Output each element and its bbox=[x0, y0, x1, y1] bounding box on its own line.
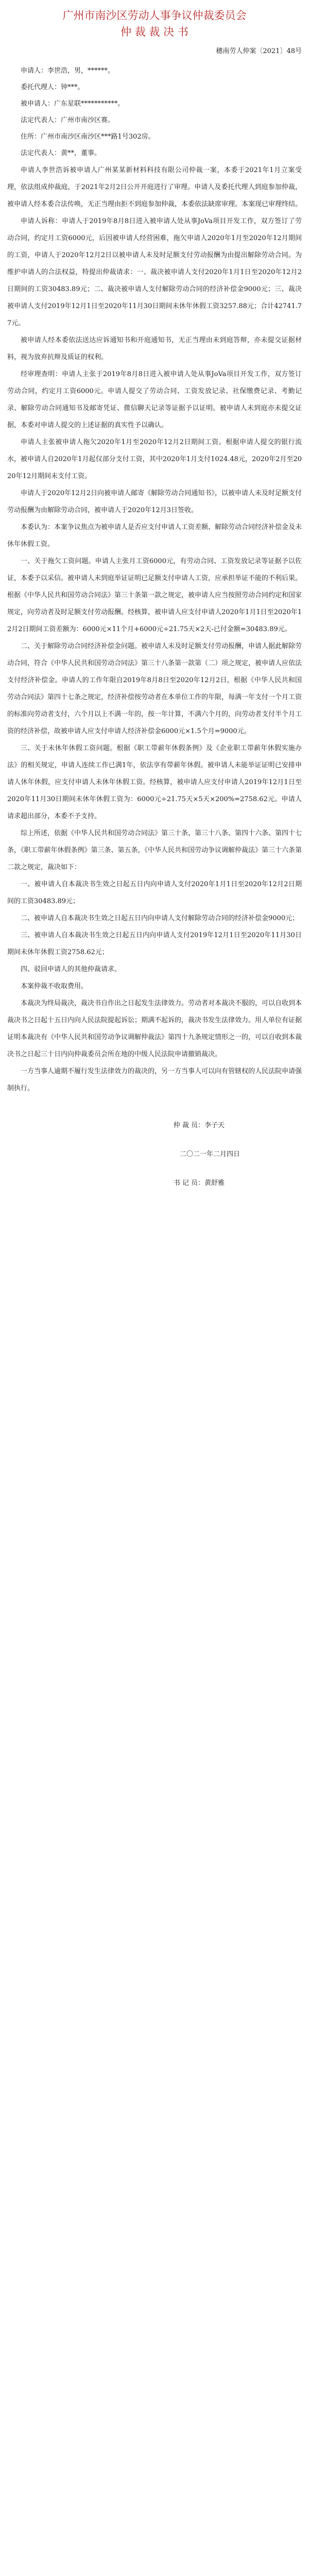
party-line: 住所：广州市南沙区南沙区***路1号302房。 bbox=[21, 133, 155, 141]
body-paragraph: 三、关于未休年休假工资问题。根据《职工带薪年休假条例》及《企业职工带薪年休假实施办法》的相关规定，申请人连续工作已满1年，依法享有带薪年休假。被申请人未能举证证明已安排申请人休年休假，应支付申请人未休年休假工资。经核算，被申请人应支付申请人2019年12月1日至2020年11月30日期间未休年休假工资为：6000元÷21.75天×5天×200%=2758.62元。申请人请求超出部分，本委不予支持。 bbox=[7, 744, 302, 820]
body-paragraph: 二、被申请人自本裁决书生效之日起五日内向申请人支付解除劳动合同的经济补偿金9000元； bbox=[21, 914, 299, 922]
body-paragraph: 申请人李世浩诉被申请人广州某某新材料科技有限公司仲裁一案，本委于2021年1月立案受理，依法组成仲裁庭，于2021年2月2日公开开庭进行了审理。申请人及委托代理人到庭参加仲裁，被申请人经本委合法传唤，无正当理由拒不到庭参加仲裁，本委依法缺席审理。本案现已审理终结。 bbox=[7, 166, 302, 208]
party-line: 委托代理人：钟***。 bbox=[21, 83, 84, 91]
body-paragraph: 一、关于拖欠工资问题。申请人主张月工资6000元，有劳动合同、工资发放记录等证据予以佐证，本委予以采信。被申请人未到庭举证证明已足额支付申请人工资，应承担举证不能的不利后果。根据《中华人民共和国劳动合同法》第三十条第一款之规定，被申请人应当按照劳动合同约定和国家规定，向劳动者及时足额支付劳动报酬。经核算，被申请人应支付申请人2020年1月1日至2020年12月2日期间工资差额为：6000元×11个月+6000元÷21.75天×2天-已付金额=30483.89元。 bbox=[7, 557, 302, 633]
body-paragraph: 三、被申请人自本裁决书生效之日起五日内向申请人支付2019年12月1日至2020年11月30日期间未休年休假工资2758.62元； bbox=[7, 931, 302, 956]
party-line: 被申请人：广东星联***********。 bbox=[21, 100, 125, 108]
body-paragraph: 本案仲裁不收取费用。 bbox=[21, 982, 88, 990]
arbitrator-signature: 仲 裁 员：李子天 bbox=[173, 1122, 225, 1129]
case-number: 穗南劳人仲案〔2021〕48号 bbox=[216, 47, 302, 55]
body-paragraph: 本委认为：本案争议焦点为被申请人是否应支付申请人工资差额、解除劳动合同经济补偿金及未休年休假工资。 bbox=[7, 523, 302, 548]
party-line: 申请人：李世浩，男，******。 bbox=[21, 67, 115, 75]
body-paragraph: 一方当事人逾期不履行发生法律效力的裁决的，另一方当事人可以向有管辖权的人民法院申请强制执行。 bbox=[7, 1067, 302, 1092]
body-paragraph: 经审理查明：申请人主张于2019年8月8日进入被申请人处从事JoVa项目开发工作，双方签订劳动合同，约定月工资6000元。申请人提交了劳动合同、工资发放记录、社保缴费记录、考勤记录、解除劳动合同通知书及邮寄凭证、微信聊天记录等证据予以证明。被申请人未到庭亦未提交证据，本委对申请人提交的上述证据的真实性予以确认。 bbox=[7, 370, 302, 429]
body-paragraph: 被申请人经本委依法送达应诉通知书和开庭通知书，无正当理由未到庭答辩，亦未提交证据材料，视为放弃抗辩及质证的权利。 bbox=[7, 336, 302, 361]
document-title-line1: 广州市南沙区劳动人事争议仲裁委员会 bbox=[62, 9, 247, 22]
party-line: 法定代表人：黄**，董事。 bbox=[21, 149, 101, 157]
body-paragraph: 二、关于解除劳动合同经济补偿金问题。被申请人未及时足额支付劳动报酬，申请人据此解除劳动合同，符合《中华人民共和国劳动合同法》第三十八条第一款第（二）项之规定，被申请人应依法支付经济补偿金。申请人的工作年限自2019年8月8日至2020年12月2日，根据《中华人民共和国劳动合同法》第四十七条之规定，经济补偿按劳动者在本单位工作的年限，每满一年支付一个月工资的标准向劳动者支付，六个月以上不满一年的，按一年计算，不满六个月的，向劳动者支付半个月工资的经济补偿，故被申请人应支付申请人经济补偿金6000元×1.5个月=9000元。 bbox=[7, 642, 302, 735]
body-paragraph: 一、被申请人自本裁决书生效之日起五日内向申请人支付2020年1月1日至2020年12月2日期间的工资30483.89元； bbox=[7, 880, 302, 905]
clerk-signature: 书 记 员：黄舒雅 bbox=[173, 1179, 225, 1187]
body-paragraph: 综上所述，依据《中华人民共和国劳动合同法》第三十条、第三十八条、第四十六条、第四十七条，《职工带薪年休假条例》第三条、第五条，《中华人民共和国劳动争议调解仲裁法》第三十六条第二款之规定，裁决如下： bbox=[7, 829, 302, 871]
signature-section bbox=[7, 1117, 302, 1192]
party-line: 法定代表人：广州市南沙区赛。 bbox=[21, 116, 115, 124]
body-section bbox=[7, 162, 302, 1097]
body-paragraph: 申请人于2020年12月2日向被申请人邮寄《解除劳动合同通知书》，以被申请人未及时足额支付劳动报酬为由解除劳动合同，被申请人于2020年12月3日签收。 bbox=[7, 489, 302, 514]
body-paragraph: 申请人主张被申请人拖欠2020年1月至2020年12月2日期间工资。根据申请人提交的银行流水，被申请人自2020年1月起仅部分支付工资，其中2020年1月支付1024.48元，2020年2月至2020年12月期间未支付工资。 bbox=[7, 438, 302, 480]
body-paragraph: 本裁决为终局裁决，裁决书自作出之日起发生法律效力。劳动者对本裁决不服的，可以自收到本裁决书之日起十五日内向人民法院提起诉讼；期满不起诉的，裁决书发生法律效力。用人单位有证据证明本裁决有《中华人民共和国劳动争议调解仲裁法》第四十九条规定情形之一的，可以自收到本裁决书之日起三十日内向仲裁委员会所在地的中级人民法院申请撤销裁决。 bbox=[7, 999, 302, 1058]
award-date: 二〇二一年二月四日 bbox=[179, 1150, 240, 1158]
parties-section bbox=[7, 63, 302, 162]
document-title-line2: 仲 裁 裁 决 书 bbox=[121, 26, 188, 38]
body-paragraph: 申请人诉称：申请人于2019年8月8日进入被申请人处从事JoVa项目开发工作，双方签订了劳动合同，约定月工资6000元，后因被申请人经营困难，拖欠申请人2020年1月至2020年12月期间的工资，申请人于2020年12月2日以被申请人未及时足额支付劳动报酬为由提出解除劳动合同。为维护申请人的合法权益，特提出仲裁请求：一、裁决被申请人支付2020年1月1日至2020年12月2日期间的工资30483.89元；二、裁决被申请人支付解除劳动合同的经济补偿金9000元；三、裁决被申请人支付2019年12月1日至2020年11月30日期间未休年休假工资3257.88元；合计42741.77元。 bbox=[7, 217, 302, 327]
body-paragraph: 四、驳回申请人的其他仲裁请求。 bbox=[21, 965, 122, 973]
